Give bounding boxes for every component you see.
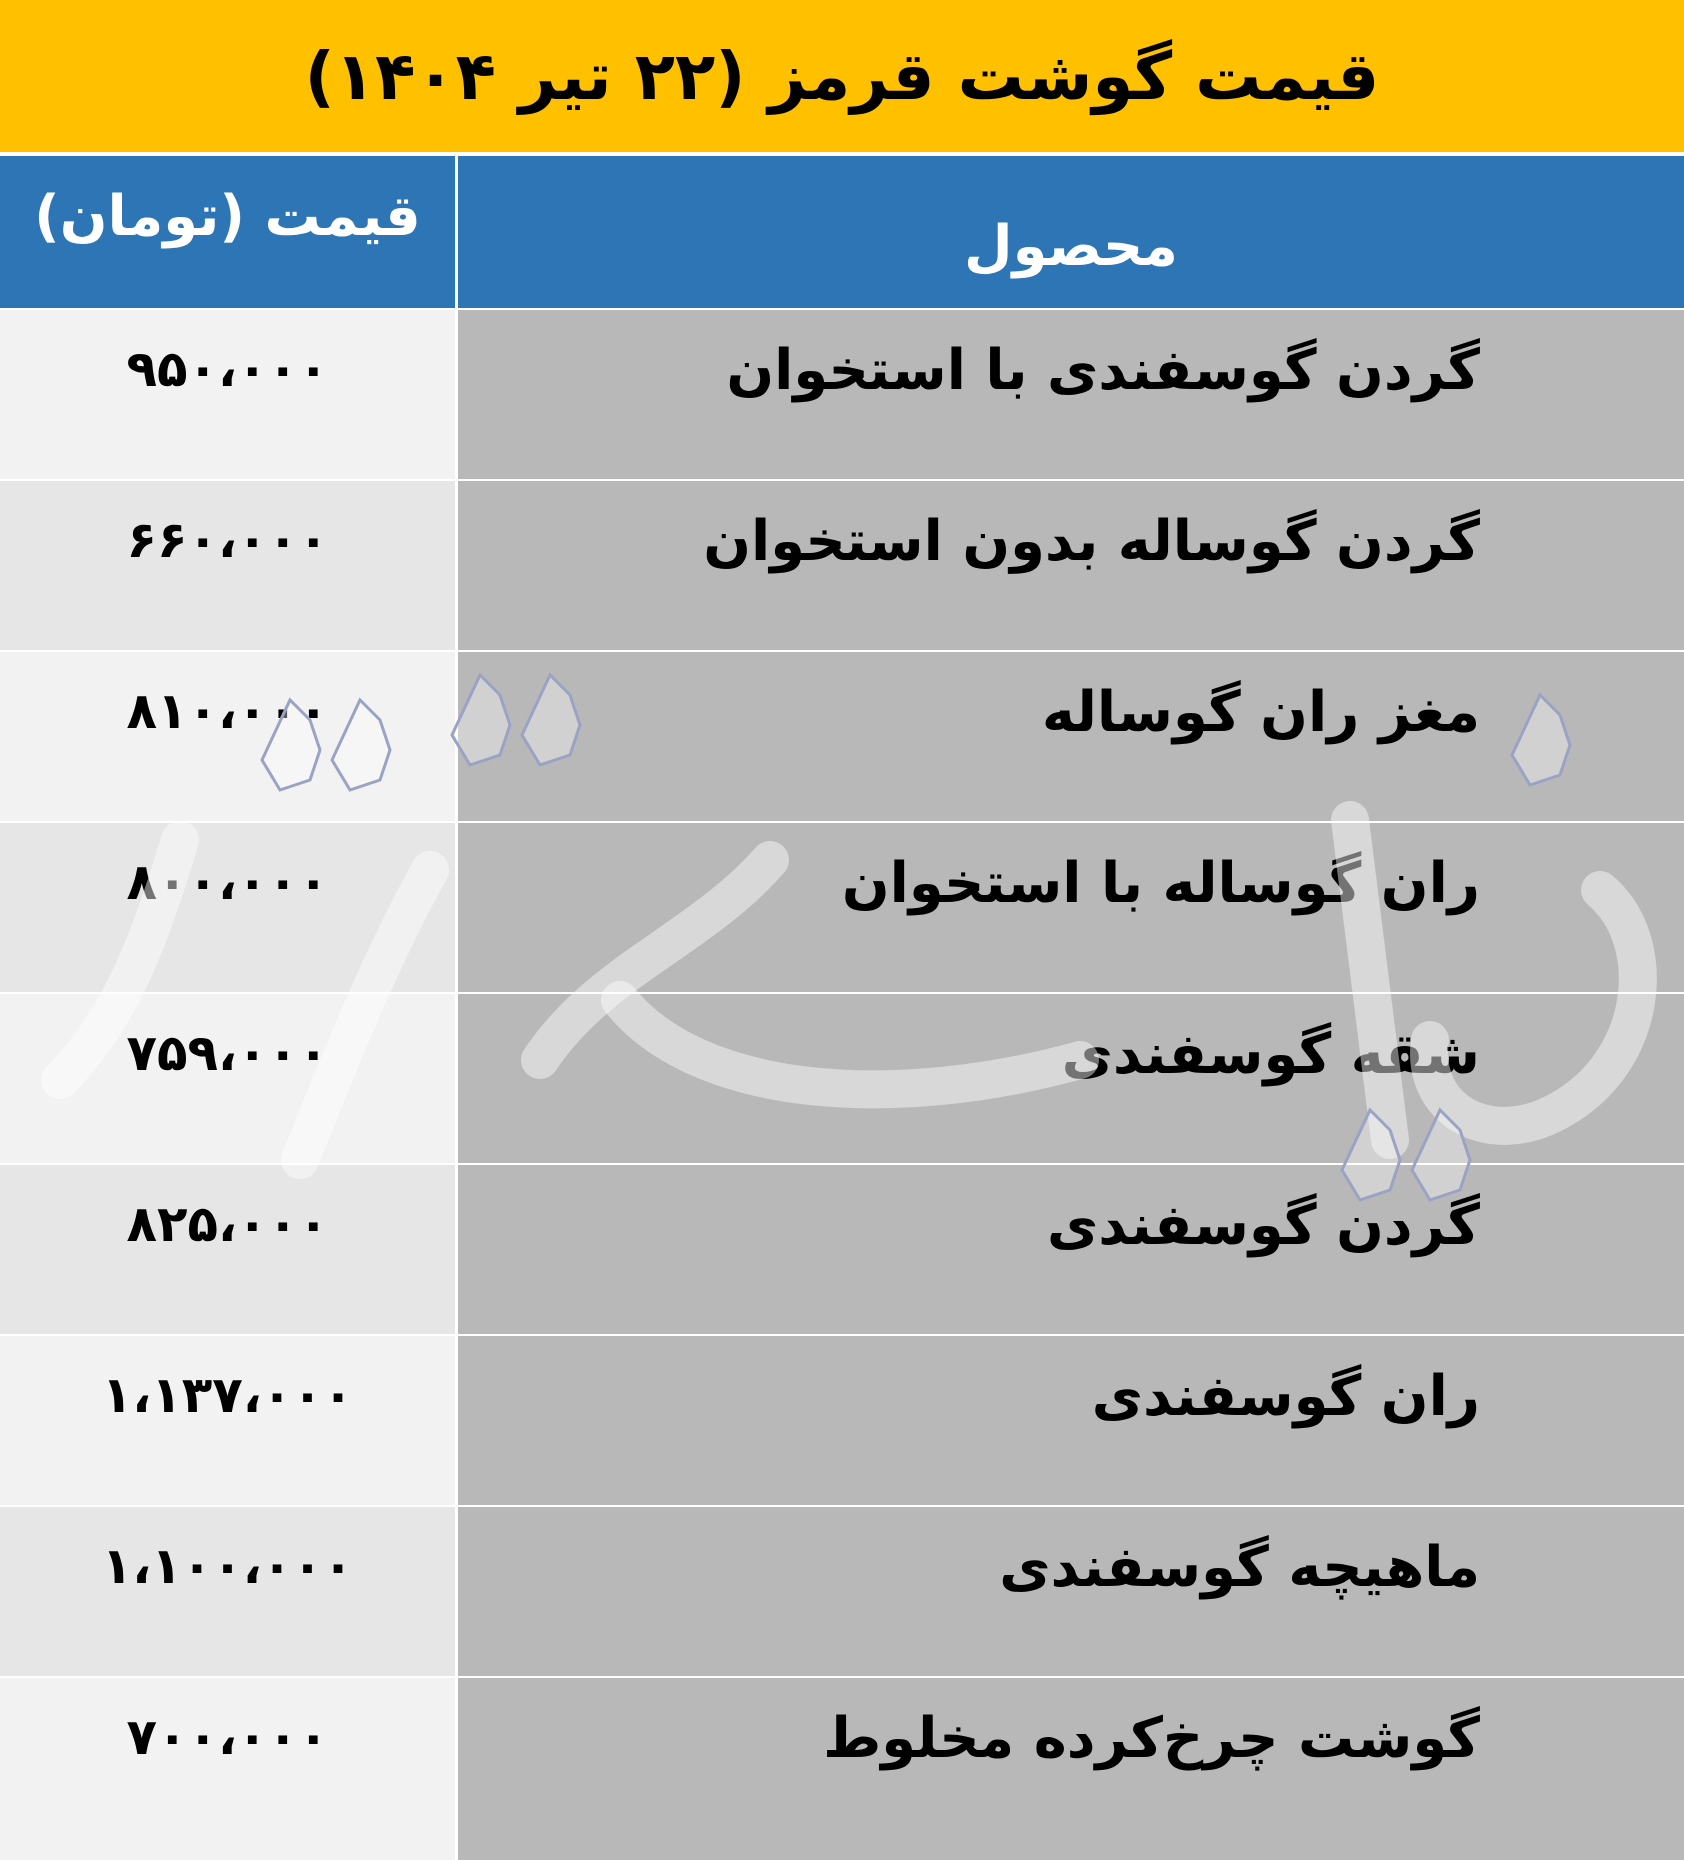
product-cell — [458, 994, 1684, 1163]
price-value: ۸۰۰،۰۰۰ — [126, 853, 329, 911]
product-cell — [458, 481, 1684, 650]
product-name: مغز ران گوساله — [1041, 680, 1480, 745]
price-value: ۱،۱۰۰،۰۰۰ — [101, 1537, 354, 1595]
price-cell — [0, 1165, 458, 1334]
product-name: ران گوسفندی — [1091, 1364, 1480, 1429]
header-product-label: محصول — [964, 214, 1178, 279]
product-cell — [458, 1165, 1684, 1334]
price-cell — [0, 481, 458, 650]
product-cell — [458, 310, 1684, 479]
product-cell — [458, 1507, 1684, 1676]
price-value: ۶۶۰،۰۰۰ — [126, 511, 329, 569]
price-cell — [0, 994, 458, 1163]
table-row — [0, 1163, 1684, 1334]
product-cell — [458, 1336, 1684, 1505]
product-name: گردن گوساله بدون استخوان — [703, 509, 1480, 574]
header-product-cell — [458, 156, 1684, 308]
table-row — [0, 1334, 1684, 1505]
product-name: گوشت چرخ‌کرده مخلوط — [823, 1706, 1480, 1771]
header-price-cell — [0, 156, 458, 308]
product-cell — [458, 823, 1684, 992]
price-cell — [0, 652, 458, 821]
product-name: گردن گوسفندی با استخوان — [726, 338, 1480, 403]
header-price-label: قیمت (تومان) — [34, 184, 421, 249]
product-name: ماهیچه گوسفندی — [999, 1535, 1480, 1600]
price-value: ۱،۱۳۷،۰۰۰ — [101, 1366, 354, 1424]
table-row — [0, 1676, 1684, 1860]
table-row — [0, 1505, 1684, 1676]
price-value: ۷۰۰،۰۰۰ — [126, 1708, 329, 1766]
table-header-row — [0, 156, 1684, 308]
product-cell — [458, 1678, 1684, 1860]
product-name: شقه گوسفندی — [1061, 1022, 1480, 1087]
price-cell — [0, 823, 458, 992]
price-value: ۸۲۵،۰۰۰ — [126, 1195, 329, 1253]
table-row — [0, 992, 1684, 1163]
price-table — [0, 156, 1684, 1860]
price-cell — [0, 1336, 458, 1505]
title-bar — [0, 0, 1684, 154]
product-name: ران گوساله با استخوان — [841, 851, 1480, 916]
table-row — [0, 650, 1684, 821]
price-value: ۸۱۰،۰۰۰ — [126, 682, 329, 740]
price-cell — [0, 1678, 458, 1860]
page-title: قیمت گوشت قرمز (۲۲ تیر ۱۴۰۴) — [304, 37, 1380, 115]
price-value: ۹۵۰،۰۰۰ — [126, 340, 329, 398]
table-row — [0, 479, 1684, 650]
table-row — [0, 821, 1684, 992]
product-name: گردن گوسفندی — [1046, 1193, 1480, 1258]
table-row — [0, 308, 1684, 479]
price-cell — [0, 310, 458, 479]
price-cell — [0, 1507, 458, 1676]
price-value: ۷۵۹،۰۰۰ — [126, 1024, 329, 1082]
product-cell — [458, 652, 1684, 821]
